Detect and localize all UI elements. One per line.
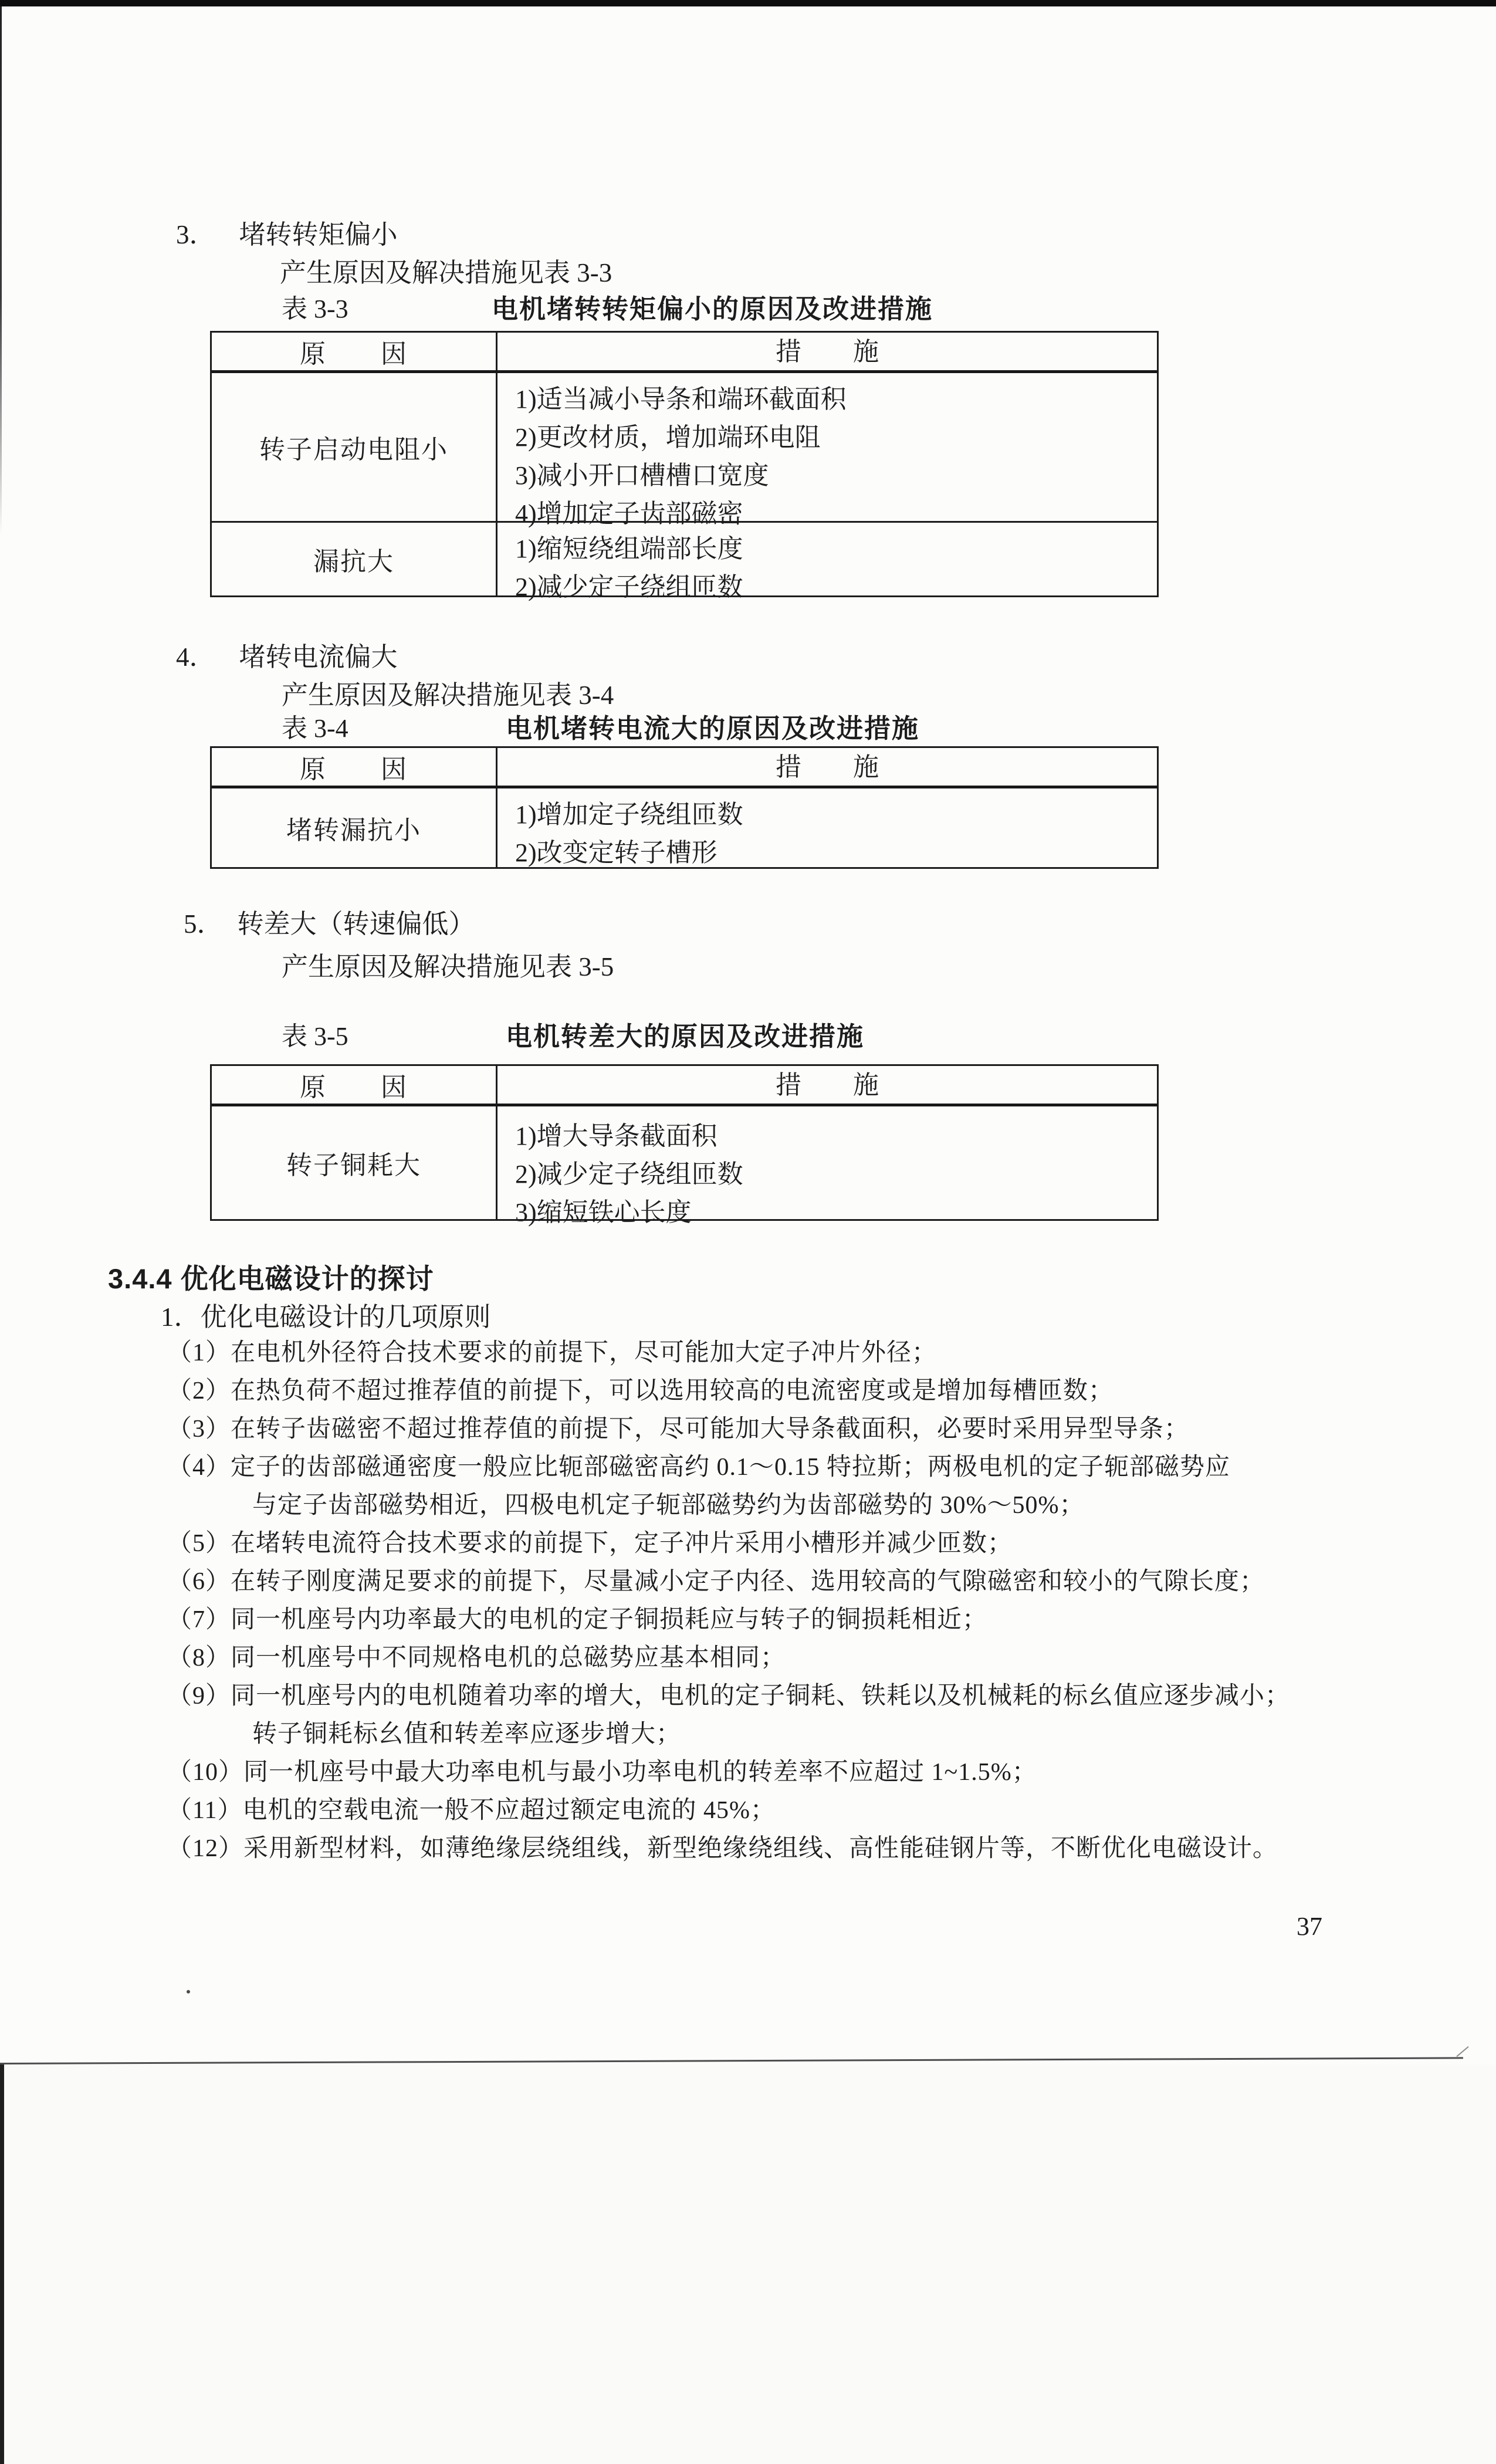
table-row [212, 788, 1157, 867]
section-5-name: 转差大（转速偏低） [237, 909, 475, 939]
table-row [212, 1106, 1157, 1227]
scan-page-separator-line [0, 2057, 1463, 2064]
principle-item-9: （9）同一机座号内的电机随着功率的增大，电机的定子铜耗、铁耗以及机械耗的标幺值应逐步减小； [167, 1683, 1291, 1710]
scan-edge-top [0, 0, 1496, 6]
table-3-4-row-1-cause: 堵转漏抗小 [212, 788, 497, 867]
table-3-4-header-measure: 措 施 [776, 752, 879, 781]
table-3-5-header-cause: 原 因 [212, 1066, 497, 1104]
table-3-3-header-row [212, 333, 1157, 373]
principle-item-1: （1）在电机外径符合技术要求的前提下，尽可能加大定子冲片外径； [167, 1339, 937, 1366]
table-3-5-row-1-cause: 转子铜耗大 [212, 1106, 497, 1219]
principle-item-4-continuation: 与定子齿部磁势相近，四极电机定子轭部磁势约为齿部磁势的 30%～50%； [252, 1492, 1085, 1519]
principle-item-9-continuation: 转子铜耗标幺值和转差率应逐步增大； [252, 1721, 682, 1748]
scan-separator-hook-mark [1456, 2046, 1468, 2057]
section-5-title [184, 908, 475, 940]
measure-line: 3)减小开口槽槽口宽度 [515, 461, 769, 490]
table-3-3-header-measure: 措 施 [776, 337, 879, 366]
table-3-4-title: 电机堵转电流大的原因及改进措施 [506, 713, 920, 743]
page-number: 37 [1297, 1912, 1322, 1941]
measure-line: 2)减少定子绕组匝数 [515, 1160, 743, 1189]
discussion-subheading: 1．优化电磁设计的几项原则 [161, 1302, 491, 1332]
section-5-intro: 产生原因及解决措施见表 3-5 [282, 952, 614, 981]
measure-line: 4)增加定子齿部磁密 [515, 499, 743, 528]
measure-line: 1)增大导条截面积 [515, 1122, 717, 1150]
scan-edge-left-upper [0, 6, 2, 534]
principle-item-7: （7）同一机座号内功率最大的电机的定子铜损耗应与转子的铜损耗相近； [167, 1606, 988, 1633]
principle-item-10: （10）同一机座号中最大功率电机与最小功率电机的转差率不应超过 1~1.5%； [167, 1759, 1037, 1786]
table-3-4 [210, 746, 1159, 869]
table-row [212, 373, 1157, 528]
table-3-5-row-1-measures [497, 1106, 1157, 1227]
table-3-5-header-row [212, 1066, 1157, 1106]
table-3-5 [210, 1064, 1159, 1227]
section-3-title [176, 218, 398, 251]
table-3-5-header-measure: 措 施 [776, 1070, 879, 1099]
table-3-3 [210, 331, 1159, 601]
table-3-3-row-2-measures [497, 523, 1157, 601]
principle-item-3: （3）在转子齿磁密不超过推荐值的前提下，尽可能加大导条截面积，必要时采用异型导条； [167, 1416, 1190, 1443]
section-4-name: 堵转电流偏大 [239, 642, 398, 672]
scan-noise-dot [187, 1990, 190, 1993]
measure-line: 2)改变定转子槽形 [515, 838, 717, 867]
section-5-number: 5． [184, 909, 224, 939]
table-row [212, 521, 1157, 601]
table-3-4-label: 表 3-4 [282, 714, 348, 743]
section-3-name: 堵转转矩偏小 [239, 220, 398, 249]
table-3-3-header-cause: 原 因 [212, 333, 497, 370]
table-3-5-title: 电机转差大的原因及改进措施 [506, 1021, 865, 1051]
section-4-intro: 产生原因及解决措施见表 3-4 [282, 681, 614, 710]
principle-item-11: （11）电机的空载电流一般不应超过额定电流的 45%； [167, 1797, 776, 1824]
section-3-intro: 产生原因及解决措施见表 3-3 [280, 258, 612, 287]
table-3-4-row-1-measures [497, 788, 1157, 867]
table-3-3-row-1-cause: 转子启动电阻小 [212, 373, 497, 521]
table-3-4-header-row [212, 748, 1157, 788]
measure-line: 1)缩短绕组端部长度 [515, 534, 743, 563]
table-3-5-label: 表 3-5 [282, 1022, 348, 1051]
section-4-number: 4． [176, 642, 216, 672]
principle-item-8: （8）同一机座号中不同规格电机的总磁势应基本相同； [167, 1644, 786, 1671]
principle-item-12: （12）采用新型材料，如薄绝缘层绕组线，新型绝缘绕组线、高性能硅钢片等，不断优化电磁设计。 [167, 1835, 1278, 1862]
principle-item-6: （6）在转子刚度满足要求的前提下，尽量减小定子内径、选用较高的气隙磁密和较小的气隙长度； [167, 1568, 1265, 1595]
measure-line: 3)缩短铁心长度 [515, 1198, 692, 1227]
measure-line: 2)减少定子绕组匝数 [515, 573, 743, 601]
table-3-3-title: 电机堵转转矩偏小的原因及改进措施 [492, 294, 933, 324]
principle-item-5: （5）在堵转电流符合技术要求的前提下，定子冲片采用小槽形并减少匝数； [167, 1530, 1013, 1557]
scan-lower-sheet [0, 2064, 1496, 2464]
scan-edge-left-lower [0, 2064, 4, 2464]
section-4-title [176, 641, 398, 673]
table-3-4-header-cause: 原 因 [212, 748, 497, 786]
measure-line: 1)适当减小导条和端环截面积 [515, 385, 847, 414]
section-3-number: 3． [176, 220, 216, 249]
principle-item-2: （2）在热负荷不超过推荐值的前提下，可以选用较高的电流密度或是增加每槽匝数； [167, 1377, 1114, 1404]
table-3-3-row-1-measures [497, 373, 1157, 528]
measure-line: 1)增加定子绕组匝数 [515, 800, 743, 829]
principle-item-4: （4）定子的齿部磁通密度一般应比轭部磁密高约 0.1～0.15 特拉斯；两极电机的定子轭部磁势应 [167, 1454, 1231, 1481]
table-3-3-label: 表 3-3 [282, 295, 348, 323]
measure-line: 2)更改材质，增加端环电阻 [515, 423, 821, 452]
table-3-3-row-2-cause: 漏抗大 [212, 523, 497, 595]
heading-3-4-4: 3.4.4 优化电磁设计的探讨 [108, 1263, 434, 1294]
